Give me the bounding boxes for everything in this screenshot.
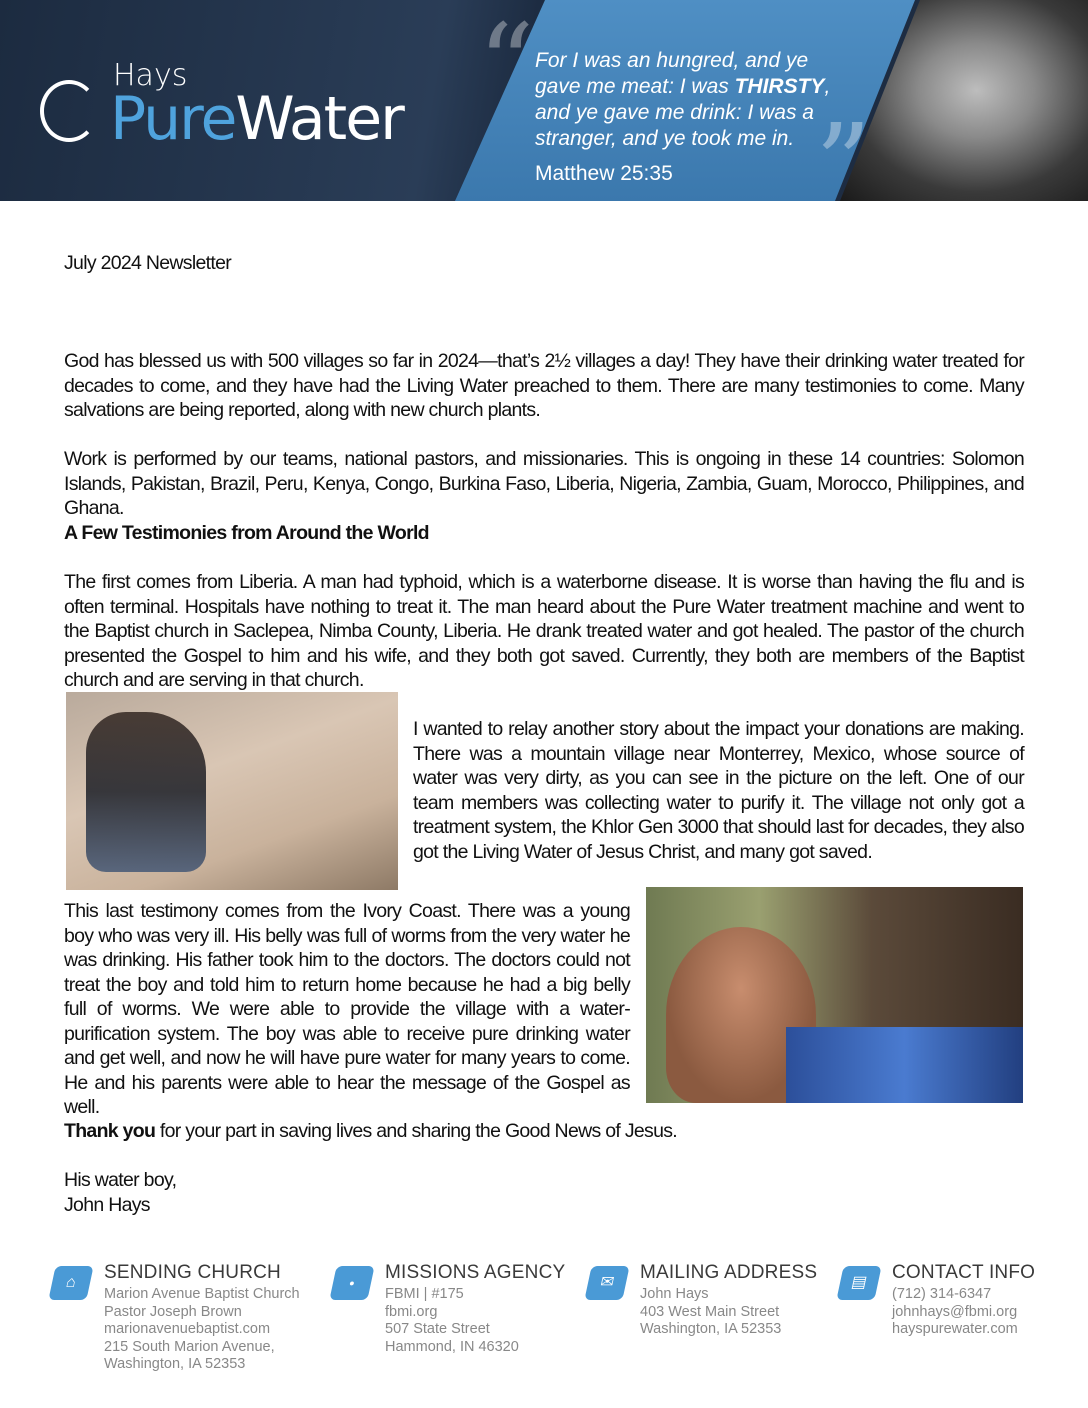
- photo-ivory-coast-father-child: [646, 887, 1023, 1103]
- paragraph-countries: Work is performed by our teams, national pastors, and missionaries. This is ongoing in these 14 countries: Solomon Islands, Pakistan, Brazil, Peru, Kenya, Congo, Burkina Faso, Liberia, Nigeria, Zambia, Guam, Morocco, Philippines, and Ghana.: [64, 448, 1024, 519]
- church-icon: ⌂: [48, 1266, 93, 1300]
- footer-line: Pastor Joseph Brown: [104, 1303, 242, 1320]
- fbmi-badge-icon: ●: [329, 1266, 374, 1300]
- footer-heading: CONTACT INFO: [892, 1262, 1036, 1283]
- footer-heading: MISSIONS AGENCY: [385, 1262, 566, 1283]
- footer-line: 507 State Street: [385, 1321, 490, 1337]
- footer-line: Washington, IA 52353: [640, 1321, 782, 1337]
- footer-line: Marion Avenue Baptist Church: [104, 1286, 300, 1302]
- footer-line: 403 West Main Street: [640, 1303, 780, 1320]
- closing: His water boy,: [64, 1169, 177, 1191]
- mailbox-icon: ✉: [584, 1266, 629, 1300]
- footer-line: John Hays: [640, 1286, 709, 1302]
- scripture-reference: Matthew 25:35: [535, 162, 673, 185]
- footer-line: 215 South Marion Avenue,: [104, 1338, 275, 1355]
- signature: John Hays: [64, 1194, 150, 1216]
- newsletter-title: July 2024 Newsletter: [64, 252, 232, 274]
- footer-link[interactable]: hayspurewater.com: [892, 1321, 1018, 1337]
- section-heading: A Few Testimonies from Around the World: [64, 522, 429, 544]
- logo-hays: Hays: [113, 58, 188, 93]
- open-quote-icon: “: [478, 0, 535, 128]
- paragraph-liberia: The first comes from Liberia. A man had typhoid, which is a waterborne disease. It is worse than having the flu and is often terminal. Hospitals have nothing to treat it. The man heard about the Pure Water treatment machine and went to the Baptist church in Saclepea, Nimba County, Liberia. He drank treated water and got healed. The pastor of the church presented the Gospel to him and his wife, and they both got saved. Currently, they both are members of the Baptist church and are serving in that church.: [64, 571, 1024, 691]
- footer-link[interactable]: fbmi.org: [385, 1303, 438, 1320]
- footer-heading: MAILING ADDRESS: [640, 1262, 818, 1283]
- paragraph-mexico: I wanted to relay another story about the impact your donations are making. There was a mountain village near Monterrey, Mexico, whose source of water was very dirty, as you can see in the picture on the left. One of our team members was collecting water to purify it. The village not only got a treatment system, the Khlor Gen 3000 that should last for decades, they also got the Living Water of Jesus Christ, and many got saved.: [413, 718, 1024, 863]
- footer-line: Hammond, IN 46320: [385, 1338, 519, 1355]
- logo-purewater: PureWater: [110, 84, 403, 154]
- scripture-quote: For I was an hungred, and ye gave me meat: I was THIRSTY, and ye gave me drink: I was a stranger, and ye took me in.: [535, 49, 831, 150]
- footer-line: FBMI | #175: [385, 1286, 464, 1302]
- footer-heading: SENDING CHURCH: [104, 1262, 281, 1283]
- footer-line: Washington, IA 52353: [104, 1356, 246, 1372]
- thank-you-line: Thank you for your part in saving lives and sharing the Good News of Jesus.: [64, 1120, 677, 1142]
- footer-phone[interactable]: (712) 314-6347: [892, 1286, 992, 1302]
- notebook-icon: ▤: [836, 1266, 881, 1300]
- header-banner: [0, 0, 1088, 201]
- footer-link[interactable]: marionavenuebaptist.com: [104, 1321, 271, 1337]
- photo-mexico-water-collection: [66, 692, 398, 890]
- globe-drop-logo-icon: [40, 80, 98, 142]
- paragraph-intro: God has blessed us with 500 villages so far in 2024—that’s 2½ villages a day! They have their drinking water treated for decades to come, and they have had the Living Water preached to them. There are many testimonies to come. Many salvations are being reported, along with new church plants.: [64, 350, 1024, 421]
- footer-email[interactable]: johnhays@fbmi.org: [892, 1303, 1018, 1320]
- close-quote-icon: ”: [815, 100, 872, 201]
- paragraph-ivory-coast: This last testimony comes from the Ivory Coast. There was a young boy who was very ill. His belly was full of worms from the very water he was drinking. His father took him to the doctors. The doctors could not treat the boy and told him to return home because he had a big belly full of worms. We were able to provide the village with a water-purification system. The boy was able to receive pure drinking water and get well, and now he will have pure water for many years to come. He and his parents were able to hear the message of the Gospel as well.: [64, 900, 630, 1118]
